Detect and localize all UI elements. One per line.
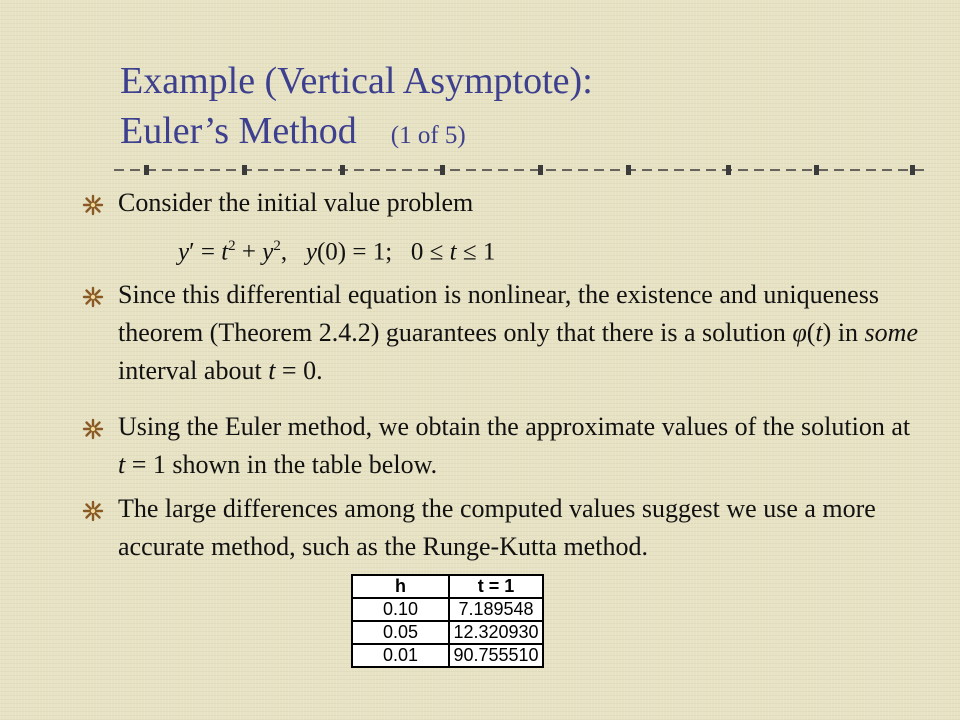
eq-initial-condition: (0) = 1; 0 ≤ [316, 238, 450, 266]
eq-range-end: ≤ 1 [456, 238, 496, 266]
variable-t: t [815, 318, 823, 347]
variable-t: t [118, 450, 126, 479]
eq-plus: + [235, 238, 263, 266]
bullet-text: Consider the initial value problem [118, 188, 474, 217]
title-method: Euler’s Method [120, 110, 357, 152]
title-line-1: Example (Vertical Asymptote): [120, 60, 593, 102]
bullet-item [82, 276, 922, 394]
asterisk-icon [82, 500, 104, 522]
table-row [352, 621, 543, 644]
asterisk-icon [82, 194, 104, 216]
table-row [352, 598, 543, 621]
cell-h: 0.01 [352, 644, 449, 667]
cell-h: 0.05 [352, 621, 449, 644]
table-row [352, 644, 543, 667]
bullet-text [118, 408, 922, 484]
bullet-item [82, 408, 922, 488]
cell-value: 12.320930 [449, 621, 543, 644]
table-header-row [352, 575, 543, 598]
eq-y: y [262, 238, 274, 266]
column-header-t: t = 1 [449, 575, 543, 598]
results-table [351, 574, 544, 668]
bullet-text-part: ( [806, 318, 816, 347]
variable-t: t [268, 356, 276, 385]
bullet-text-part: ) in [822, 318, 865, 347]
eq-t: t [221, 238, 229, 266]
eq-t: t [449, 238, 457, 266]
title-line-2 [120, 106, 920, 161]
bullet-text-part: Using the Euler method, we obtain the approximate values of the solution at [118, 412, 911, 441]
bullet-text-part: interval about [118, 356, 269, 385]
title-divider [114, 162, 930, 178]
bullet-item [82, 490, 922, 570]
title-subtitle: (1 of 5) [390, 122, 466, 149]
bullet-text-part: = 0. [275, 356, 323, 385]
slide-title [120, 56, 920, 161]
eq-exponent: 2 [228, 238, 236, 254]
bullet-text-part: = 1 shown in the table below. [125, 450, 438, 479]
bullet-text: The large differences among the computed values suggest we use a more accurate method, such as the Runge-Kutta method. [118, 494, 876, 561]
cell-value: 90.755510 [449, 644, 543, 667]
eq-exponent: 2 [273, 238, 281, 254]
phi-symbol: φ [792, 318, 807, 347]
asterisk-icon [82, 418, 104, 440]
column-header-h: h [352, 575, 449, 598]
eq-separator: , [280, 238, 306, 266]
bullet-text [118, 276, 922, 390]
eq-y: y [305, 238, 317, 266]
bullet-item [82, 184, 922, 224]
eq-y: y [178, 238, 190, 266]
eq-prime-equals: ′ = [189, 238, 222, 266]
asterisk-icon [82, 286, 104, 308]
bullet-text-part: Since this differential equation is nonlinear, the existence and uniqueness theorem (Theorem 2.4.2) guarantees only that there is a solution [118, 280, 879, 347]
equation [178, 226, 495, 272]
cell-value: 7.189548 [449, 598, 543, 621]
cell-h: 0.10 [352, 598, 449, 621]
emphasis-some: some [864, 318, 918, 347]
